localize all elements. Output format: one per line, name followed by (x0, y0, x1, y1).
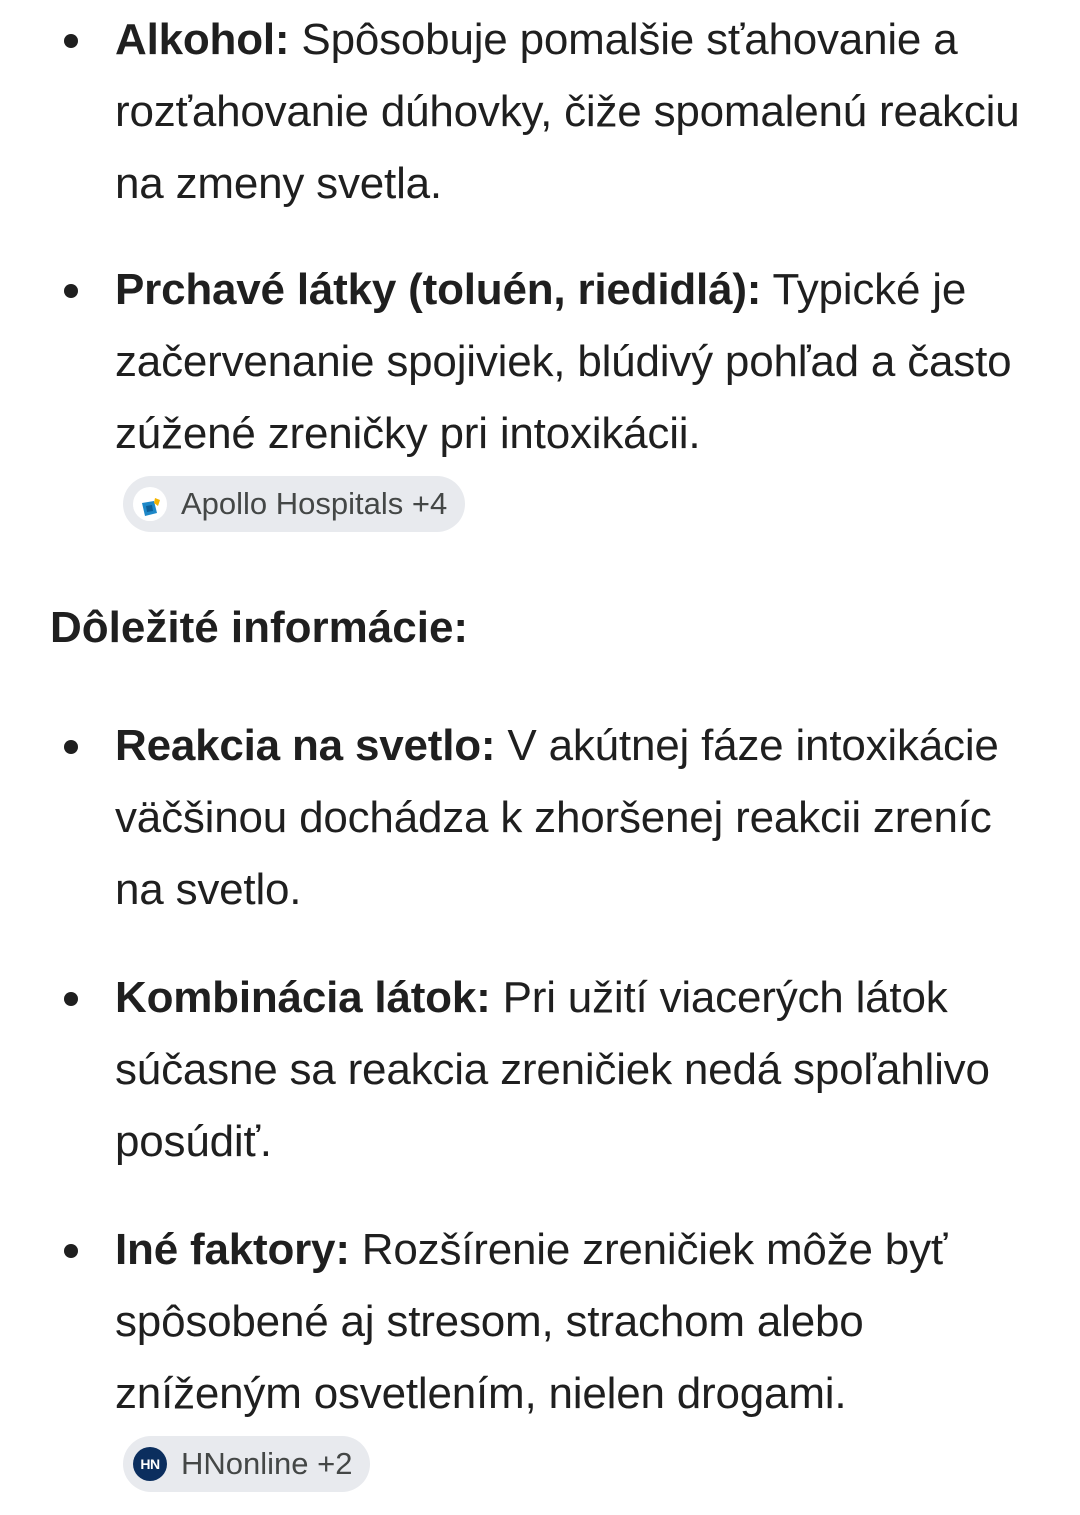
section-heading: Dôležité informácie: (50, 603, 469, 652)
list-item (0, 710, 1080, 926)
list-item (0, 4, 1080, 220)
source-chip-label: HNonline +2 (181, 1446, 353, 1482)
important-info-list (0, 710, 1080, 1502)
list-item-text: Spôsobuje pomalšie sťahovanie a rozťahovanie dúhovky, čiže spomalenú reakciu na zmeny svetla. (115, 15, 1020, 208)
substance-effects-list (0, 4, 1080, 542)
hnonline-logo-icon: HN (133, 1447, 167, 1481)
list-item-text: Rozšírenie zreničiek môže byť spôsobené aj stresom, strachom alebo zníženým osvetlením, nielen drogami. (115, 1225, 948, 1418)
bullet-icon (64, 992, 78, 1006)
list-item-term: Kombinácia látok: (115, 973, 491, 1022)
apollo-hospitals-logo-icon (133, 487, 167, 521)
list-item (0, 962, 1080, 1178)
list-item-term: Alkohol: (115, 15, 290, 64)
bullet-icon (64, 284, 78, 298)
list-item (0, 254, 1080, 542)
list-item-term: Reakcia na svetlo: (115, 721, 496, 770)
list-item-text: Typické je začervenanie spojiviek, blúdivý pohľad a často zúžené zreničky pri intoxikácii. (115, 265, 1012, 458)
list-item-term: Prchavé látky (toluén, riedidlá): (115, 265, 762, 314)
list-item-text: V akútnej fáze intoxikácie väčšinou dochádza k zhoršenej reakcii zreníc na svetlo. (115, 721, 999, 914)
bullet-icon (64, 1244, 78, 1258)
source-chip-apollo-hospitals[interactable] (123, 476, 465, 532)
bullet-icon (64, 34, 78, 48)
source-chip-hnonline[interactable] (123, 1436, 370, 1492)
list-item (0, 1214, 1080, 1502)
bullet-icon (64, 740, 78, 754)
source-chip-label: Apollo Hospitals +4 (181, 486, 448, 522)
list-item-text: Pri užití viacerých látok súčasne sa reakcia zreničiek nedá spoľahlivo posúdiť. (115, 973, 990, 1166)
list-item-term: Iné faktory: (115, 1225, 350, 1274)
